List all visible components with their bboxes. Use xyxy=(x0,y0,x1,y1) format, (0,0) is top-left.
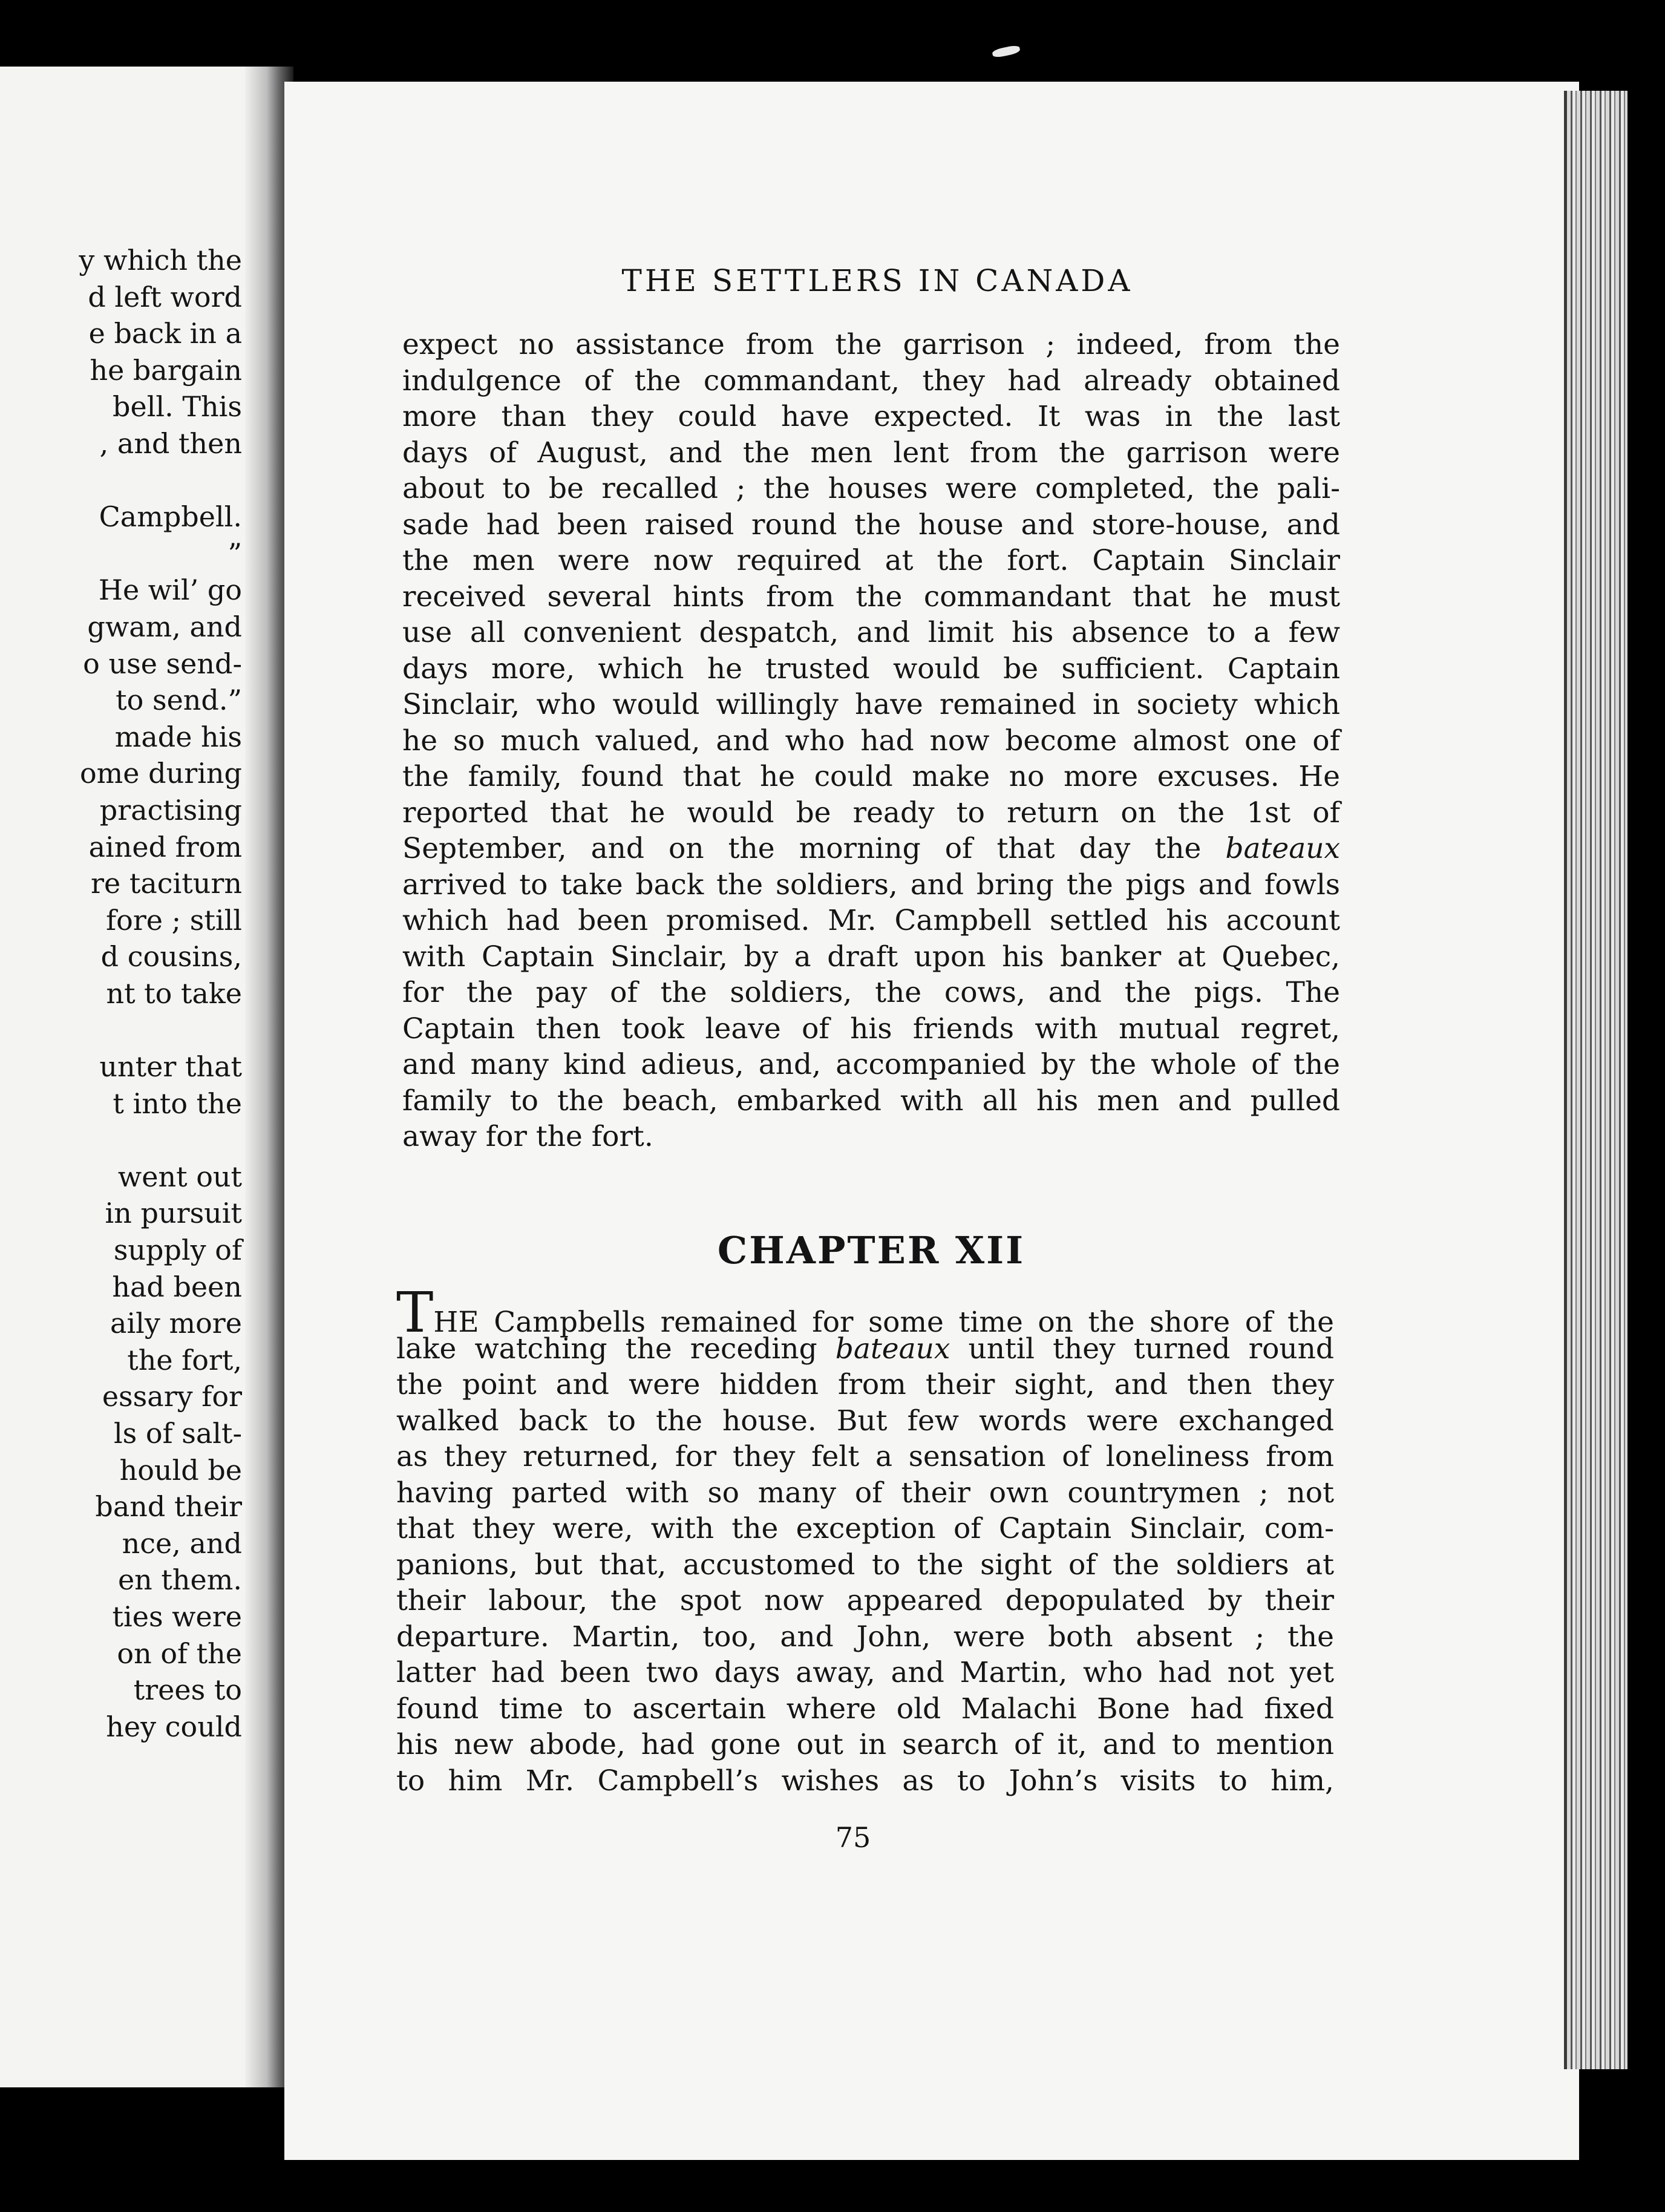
text-line: more than they could have expected. It was in the last xyxy=(402,400,1340,433)
previous-page-line: to send.” xyxy=(116,684,242,717)
previous-page-line: Campbell. xyxy=(99,500,242,534)
previous-page-line: ” xyxy=(227,537,242,570)
previous-page-line: gwam, and xyxy=(87,610,242,643)
page-number: 75 xyxy=(835,1821,871,1854)
text-line: his new abode, had gone out in search of it, and to mention xyxy=(396,1728,1334,1761)
previous-page-line: supply of xyxy=(113,1234,242,1267)
text-line: that they were, with the exception of Captain Sinclair, com- xyxy=(396,1512,1334,1545)
paragraph-2 xyxy=(396,1280,1334,1799)
previous-page-line xyxy=(0,1012,242,1049)
previous-page-line: nt to take xyxy=(106,977,242,1010)
previous-page-text xyxy=(0,242,242,1745)
text-line: away for the fort. xyxy=(402,1120,653,1153)
text-line: to him Mr. Campbell’s wishes as to John’s visits to him, xyxy=(396,1764,1334,1798)
text-line: sade had been raised round the house and store-house, and xyxy=(402,508,1340,542)
text-line: the men were now required at the fort. Captain Sinclair xyxy=(402,544,1340,577)
text-line: received several hints from the commandant that he must xyxy=(402,580,1340,614)
previous-page-line: , and then xyxy=(99,427,242,460)
text-line: September, and on the morning of that day the bateaux xyxy=(402,832,1340,865)
text-line: having parted with so many of their own countrymen ; not xyxy=(396,1476,1334,1510)
previous-page-line: nce, and xyxy=(122,1526,242,1560)
text-line: lake watching the receding bateaux until they turned round xyxy=(396,1332,1334,1366)
previous-page-line xyxy=(0,462,242,499)
text-line: with Captain Sinclair, by a draft upon his banker at Quebec, xyxy=(402,940,1340,973)
previous-page-line: ained from xyxy=(88,830,242,863)
previous-page-line: o use send- xyxy=(83,647,242,680)
previous-page-line: fore ; still xyxy=(106,903,242,937)
text-line: Captain then took leave of his friends with mutual regret, xyxy=(402,1012,1340,1045)
previous-page-line: unter that xyxy=(99,1050,242,1084)
text-line: departure. Martin, too, and John, were both absent ; the xyxy=(396,1620,1334,1654)
previous-page-line: went out xyxy=(117,1160,242,1193)
previous-page-line: ls of salt- xyxy=(113,1417,242,1450)
previous-page-line: e back in a xyxy=(88,317,242,350)
text-line: walked back to the house. But few words were exchanged xyxy=(396,1404,1334,1438)
previous-page-line: t into the xyxy=(113,1087,242,1120)
text-line: he so much valued, and who had now become almost one of xyxy=(402,724,1340,758)
previous-page-line: made his xyxy=(114,720,242,753)
previous-page-line: ties were xyxy=(112,1600,242,1633)
previous-page-line: on of the xyxy=(117,1637,242,1670)
previous-page-line: band their xyxy=(95,1490,242,1523)
previous-page-line: en them. xyxy=(117,1563,242,1597)
text-line: expect no assistance from the garrison ; indeed, from the xyxy=(402,328,1340,361)
previous-page-line: re taciturn xyxy=(91,867,242,900)
scan-speck xyxy=(992,44,1021,58)
previous-page-line: d cousins, xyxy=(100,940,242,973)
text-line: use all convenient despatch, and limit his absence to a few xyxy=(402,616,1340,649)
previous-page-line: He wil’ go xyxy=(98,574,242,607)
previous-page-line: y which the xyxy=(79,244,242,276)
text-line: the point and were hidden from their sight, and then they xyxy=(396,1368,1334,1401)
text-line: days more, which he trusted would be sufficient. Captain xyxy=(402,652,1340,686)
paragraph-2-first-line xyxy=(396,1280,1334,1345)
previous-page-line: trees to xyxy=(133,1674,242,1707)
page-edges xyxy=(1567,91,1627,2069)
paragraph-1 xyxy=(402,327,1340,1155)
text-line: reported that he would be ready to return on the 1st of xyxy=(402,796,1340,830)
text-line: for the pay of the soldiers, the cows, and the pigs. The xyxy=(402,976,1340,1009)
chapter-heading: CHAPTER XII xyxy=(717,1228,1025,1272)
text-line: found time to ascertain where old Malachi Bone had fixed xyxy=(396,1692,1334,1726)
previous-page-line: hey could xyxy=(106,1710,242,1743)
text-line: which had been promised. Mr. Campbell settled his account xyxy=(402,904,1340,937)
text-line: the family, found that he could make no more excuses. He xyxy=(402,760,1340,793)
text-line: Sinclair, who would willingly have remained in society which xyxy=(402,688,1340,721)
previous-page-line: the fort, xyxy=(127,1343,242,1376)
previous-page-line: had been xyxy=(112,1270,242,1303)
paragraph-2-body xyxy=(396,1331,1334,1799)
text-line: days of August, and the men lent from the garrison were xyxy=(402,436,1340,470)
running-head: THE SETTLERS IN CANADA xyxy=(621,263,1133,298)
text-line: panions, but that, accustomed to the sight of the soldiers at xyxy=(396,1548,1334,1582)
previous-page-line: d left word xyxy=(88,280,242,313)
text-line: latter had been two days away, and Martin, who had not yet xyxy=(396,1656,1334,1689)
previous-page-line: hould be xyxy=(119,1453,242,1487)
text-line: family to the beach, embarked with all his men and pulled xyxy=(402,1084,1340,1117)
drop-cap: T xyxy=(396,1280,434,1345)
previous-page-line: bell. This xyxy=(113,390,242,424)
paragraph-2-first-line-text: HE Campbells remained for some time on the shore of the xyxy=(433,1306,1334,1339)
previous-page-line: practising xyxy=(99,793,242,826)
previous-page-line xyxy=(0,1122,242,1159)
previous-page-line: in pursuit xyxy=(105,1197,242,1230)
previous-page-line: aily more xyxy=(110,1307,242,1340)
text-line: arrived to take back the soldiers, and bring the pigs and fowls xyxy=(402,868,1340,901)
text-line: indulgence of the commandant, they had already obtained xyxy=(402,364,1340,398)
previous-page-line: he bargain xyxy=(90,353,242,387)
previous-page-line: ome during xyxy=(79,757,242,790)
previous-page-line: essary for xyxy=(102,1380,242,1413)
text-line: and many kind adieus, and, accompanied by the whole of the xyxy=(402,1048,1340,1081)
text-line: as they returned, for they felt a sensation of loneliness from xyxy=(396,1440,1334,1473)
text-line: about to be recalled ; the houses were completed, the pali- xyxy=(402,472,1340,505)
text-line: their labour, the spot now appeared depopulated by their xyxy=(396,1584,1334,1617)
